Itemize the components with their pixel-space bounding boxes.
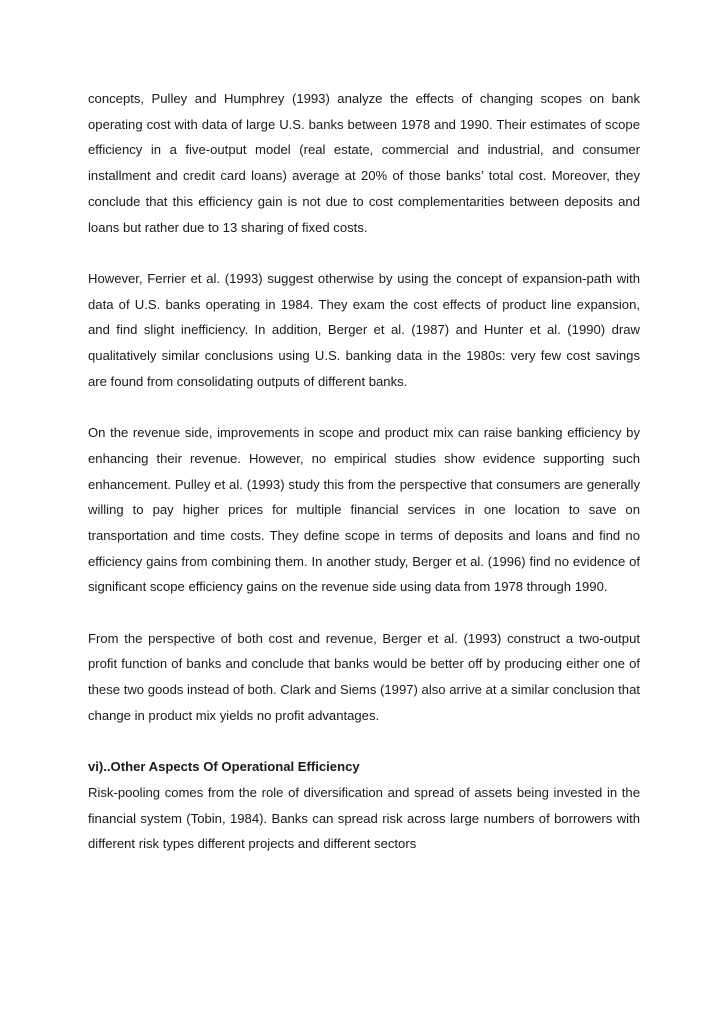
- paragraph-expansion-path: However, Ferrier et al. (1993) suggest otherwise by using the concept of expansion-path with data of U.S. banks operating in 1984. They exam the cost effects of product line expansion, and find slight inefficiency. In addition, Berger et al. (1987) and Hunter et al. (1990) draw qualitatively similar conclusions using U.S. banking data in the 1980s: very few cost savings are found from consolidating outputs of different banks.: [88, 270, 640, 389]
- paragraph-revenue-side: On the revenue side, improvements in scope and product mix can raise banking efficiency by enhancing their revenue. However, no empirical studies show evidence supporting such enhancement. Pulley et al. (1993) study this from the perspective that consumers are generally willing to pay higher prices for multiple financial services in one location to save on transportation and time costs. They define scope in terms of deposits and loans and find no efficiency gains from combining them. In another study, Berger et al. (1996) find no evidence of significant scope efficiency gains on the revenue side using data from 1978 through 1990.: [88, 425, 640, 595]
- document-page: [88, 86, 640, 857]
- paragraph-scope-cost: concepts, Pulley and Humphrey (1993) analyze the effects of changing scopes on bank operating cost with data of large U.S. banks between 1978 and 1990. Their estimates of scope efficiency in a five-output model (real estate, commercial and industrial, and consumer installment and credit card loans) average at 20% of those banks’ total cost. Moreover, they conclude that this efficiency gain is not due to cost complementarities between deposits and loans but rather due to 13 sharing of fixed costs.: [88, 91, 640, 235]
- paragraph-risk-pooling: Risk-pooling comes from the role of diversification and spread of assets being invested in the financial system (Tobin, 1984). Banks can spread risk across large numbers of borrowers with different risk types different projects and different sectors: [88, 784, 640, 852]
- section-heading: vi)..Other Aspects Of Operational Efficiency: [88, 759, 360, 775]
- paragraph-profit-function: From the perspective of both cost and revenue, Berger et al. (1993) construct a two-output profit function of banks and conclude that banks would be better off by producing either one of these two goods instead of both. Clark and Siems (1997) also arrive at a similar conclusion that change in product mix yields no profit advantages.: [88, 630, 640, 723]
